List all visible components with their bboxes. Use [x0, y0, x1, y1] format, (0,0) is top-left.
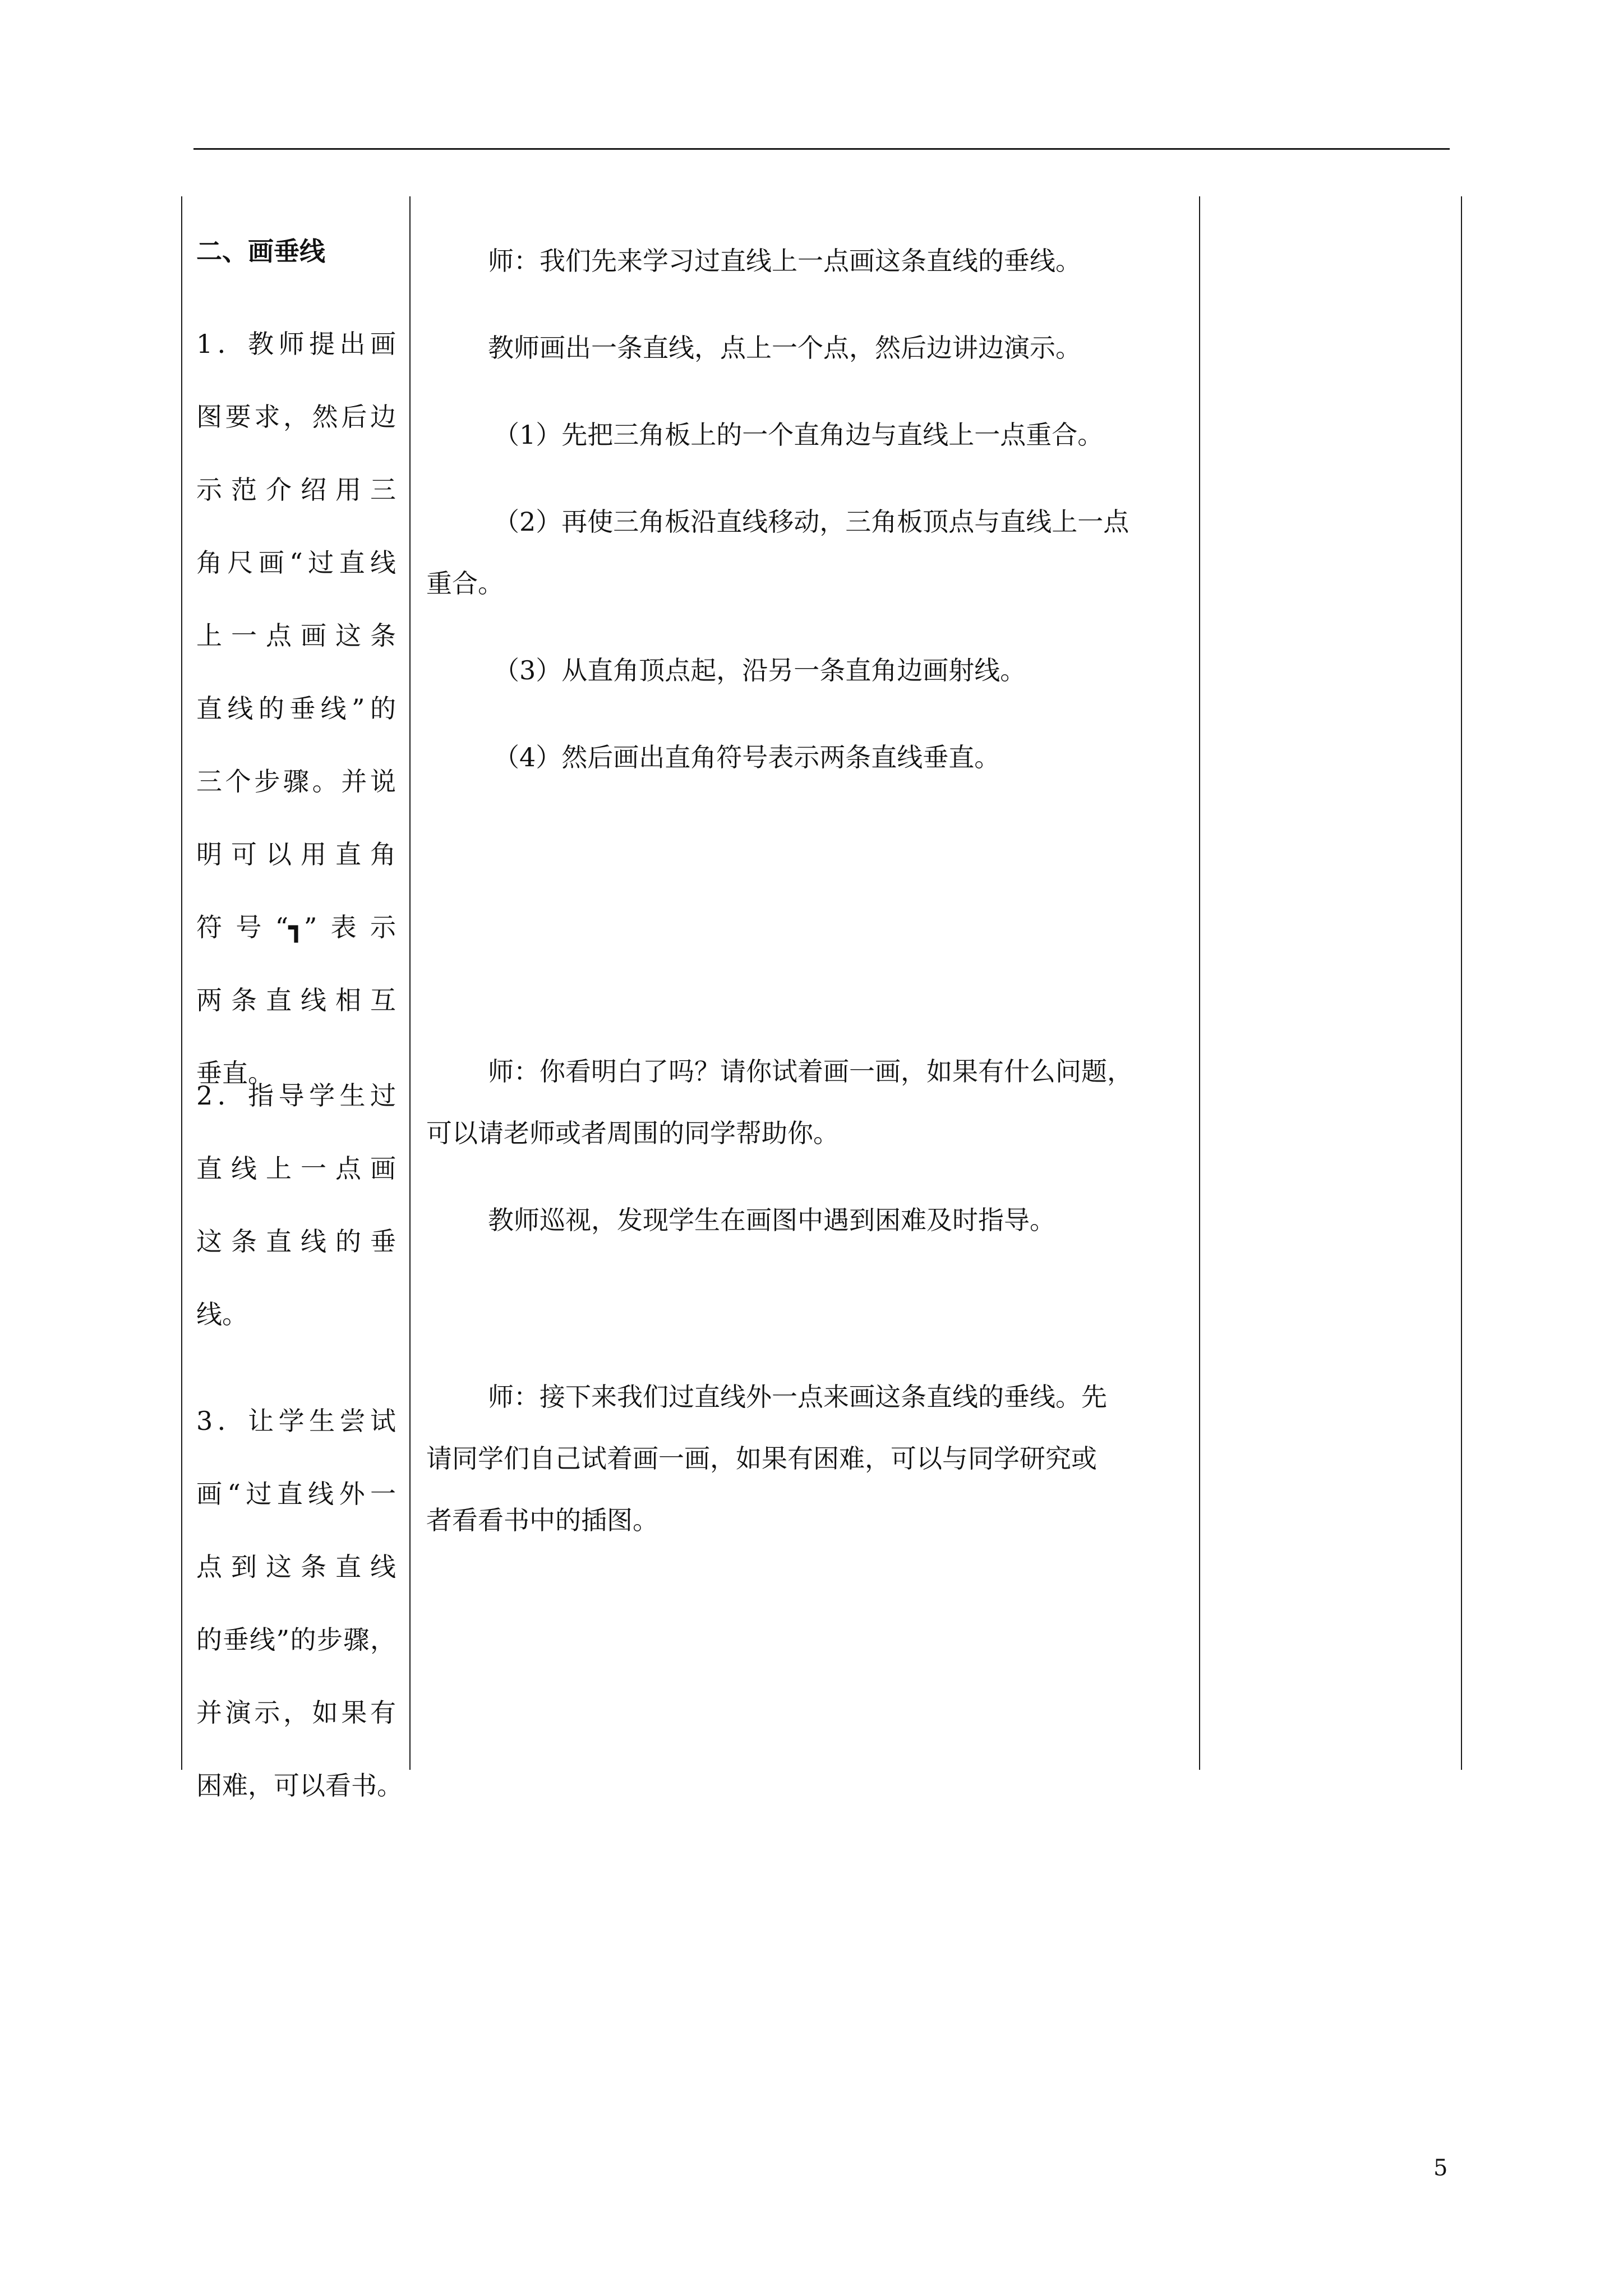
paragraph-step-3: （3）从直角顶点起，沿另一条直角边画射线。	[494, 655, 1026, 685]
step-1-line: 三个步骤。并说	[196, 766, 396, 797]
paragraph-step-1: （1）先把三角板上的一个直角边与直线上一点重合。	[494, 420, 1104, 450]
paragraph-step-2-line-2: 重合。	[426, 568, 504, 599]
step-1	[196, 307, 396, 1110]
step-2-line: 线。	[196, 1299, 248, 1329]
step-1-line: 直线的垂线”的	[196, 693, 396, 724]
step-1-line: 垂直。	[196, 1058, 274, 1088]
table-border-right	[1461, 196, 1462, 1770]
paragraph-question-line-2: 可以请老师或者周围的同学帮助你。	[426, 1118, 839, 1148]
paragraph-outside-line-3: 者看看书中的插图。	[426, 1505, 658, 1535]
step-2-line: 2．指导学生过	[196, 1080, 396, 1111]
header-rule	[193, 148, 1450, 150]
step-3-line: 的垂线”的步骤，	[196, 1625, 396, 1655]
step-1-line: 符号“┓”表示	[196, 912, 396, 942]
step-1-line: 示范介绍用三	[196, 475, 396, 505]
step-3-line: 并演示，如果有	[196, 1697, 396, 1728]
step-2-line: 这条直线的垂	[196, 1226, 396, 1257]
step-1-line: 1．教师提出画	[196, 329, 396, 359]
left-column	[196, 202, 403, 1801]
step-3-line: 画“过直线外一	[196, 1479, 396, 1509]
step-3-line: 困难，可以看书。	[196, 1770, 403, 1801]
step-3-line: 3．让学生尝试	[196, 1406, 396, 1436]
step-1-line: 角尺画“过直线	[196, 547, 396, 578]
page-number: 5	[1433, 2155, 1448, 2181]
step-2-line: 直线上一点画	[196, 1153, 396, 1184]
step-1-line: 上一点画这条	[196, 620, 396, 651]
paragraph-question-line-1: 师：你看明白了吗？请你试着画一画，如果有什么问题，	[488, 1056, 1133, 1087]
step-1-line: 明可以用直角	[196, 839, 396, 869]
paragraph-outside-line-2: 请同学们自己试着画一画，如果有困难，可以与同学研究或	[426, 1443, 1097, 1474]
table-divider-2	[1199, 196, 1200, 1770]
section-heading: 二、画垂线	[196, 236, 325, 266]
paragraph-intro: 师：我们先来学习过直线上一点画这条直线的垂线。	[488, 246, 1081, 276]
table-border-left	[181, 196, 182, 1770]
paragraph-outside-line-1: 师：接下来我们过直线外一点来画这条直线的垂线。先	[488, 1382, 1107, 1412]
step-3	[196, 1384, 403, 1822]
step-2	[196, 1059, 396, 1351]
step-1-line: 两条直线相互	[196, 985, 396, 1015]
step-1-line: 图要求，然后边	[196, 402, 396, 432]
paragraph-step-4: （4）然后画出直角符号表示两条直线垂直。	[494, 742, 1000, 772]
paragraph-demo: 教师画出一条直线，点上一个点，然后边讲边演示。	[488, 333, 1081, 363]
table-divider-1	[409, 196, 411, 1770]
paragraph-step-2-line-1: （2）再使三角板沿直线移动，三角板顶点与直线上一点	[494, 507, 1129, 537]
step-3-line: 点到这条直线	[196, 1552, 396, 1582]
paragraph-patrol: 教师巡视，发现学生在画图中遇到困难及时指导。	[488, 1205, 1055, 1235]
